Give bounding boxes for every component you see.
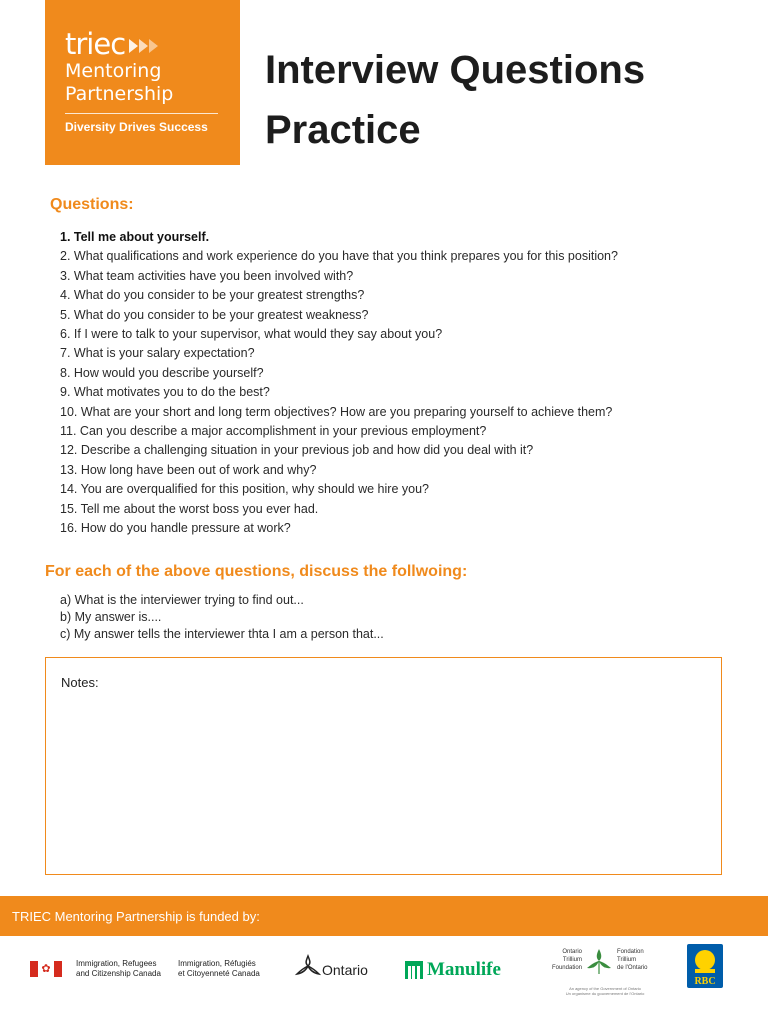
question-item: 11. Can you describe a major accomplishment in your previous employment? [60,424,487,439]
triec-logo [45,0,240,165]
otf-agency-note: An agency of the Government of Ontario Un organisme du gouvernement de l'Ontario [565,986,645,996]
question-item: 15. Tell me about the worst boss you ever had. [60,501,319,516]
sponsor-logos [0,936,768,1024]
notes-label: Notes: [61,675,99,690]
rbc-logo [686,943,724,989]
logo-line-1: Mentoring [65,60,162,82]
question-item: 1. Tell me about yourself. [60,230,210,244]
logo-divider [65,113,218,114]
question-item: 5. What do you consider to be your greatest weakness? [60,307,369,322]
ircc-name-fr: Immigration, Réfugiés et Citoyenneté Canada [178,959,260,978]
otf-name-fr: Fondation Trillium de l'Ontario [617,949,648,971]
question-item: 2. What qualifications and work experience do you have that you think prepares you for this position? [60,249,618,264]
funded-by-banner [0,896,768,936]
question-item: 9. What motivates you to do the best? [60,385,270,400]
question-item: 12. Describe a challenging situation in your previous job and how did you deal with it? [60,443,534,458]
question-item: 14. You are overqualified for this position, why should we hire you? [60,482,429,497]
canada-flag-icon: ✿ [30,961,62,977]
ircc-name-en: Immigration, Refugees and Citizenship Canada [76,959,161,978]
questions-heading: Questions: [50,196,134,213]
rbc-wordmark: RBC [694,976,716,987]
question-item: 8. How would you describe yourself? [60,365,264,380]
manulife-wordmark: Manulife [427,959,501,980]
discussion-heading: For each of the above questions, discuss the follwoing: [45,563,468,580]
question-item: 7. What is your salary expectation? [60,346,255,361]
question-item: 3. What team activities have you been involved with? [60,268,354,283]
arrows-icon [129,39,159,53]
funded-by-text: TRIEC Mentoring Partnership is funded by: [12,909,260,924]
question-item: 16. How do you handle pressure at work? [60,521,291,536]
logo-wordmark: triec [65,27,126,61]
discussion-item: c) My answer tells the interviewer thta I am a person that... [60,627,384,641]
discussion-item: b) My answer is.... [60,610,162,624]
manulife-logo [405,959,501,981]
lion-icon [695,950,715,970]
discussion-list [60,592,384,643]
trillium-foundation-icon [584,946,614,976]
page-title [265,40,745,160]
logo-line-2: Partnership [65,83,174,105]
page-title-line-2: Practice [265,108,421,152]
ontario-wordmark: Ontario [322,962,368,978]
question-item: 6. If I were to talk to your supervisor, what would they say about you? [60,327,443,342]
question-item: 10. What are your short and long term objectives? How are you preparing yourself to achieve them? [60,404,613,419]
otf-name-en: Ontario Trillium Foundation [551,949,582,971]
trillium-outline-icon [295,954,321,978]
page-title-line-1: Interview Questions [265,48,646,92]
question-item: 13. How long have been out of work and why? [60,462,317,477]
logo-tagline: Diversity Drives Success [65,120,208,134]
ontario-logo [295,954,368,978]
notes-box[interactable] [45,657,722,875]
questions-list [60,228,618,539]
question-item: 4. What do you consider to be your greatest strengths? [60,288,365,303]
manulife-mark-icon [405,961,423,979]
discussion-item: a) What is the interviewer trying to find out... [60,593,304,607]
